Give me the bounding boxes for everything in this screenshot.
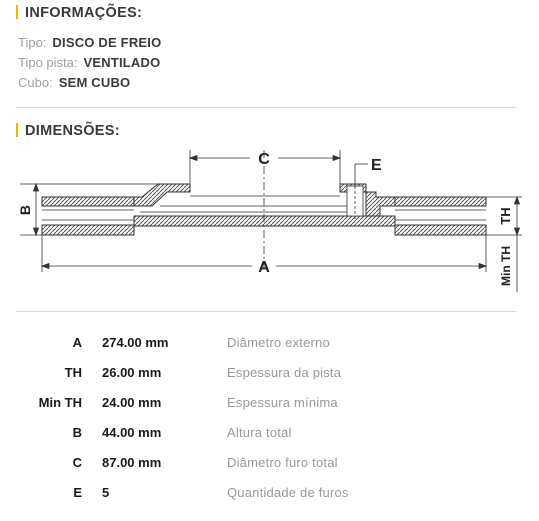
outer-face-right xyxy=(395,197,486,206)
dimension-code: B xyxy=(72,425,82,440)
dimension-description: Altura total xyxy=(227,425,292,440)
dimension-row xyxy=(0,455,539,475)
dimensions-title-text: DIMENSÕES: xyxy=(25,123,120,139)
dimension-value: 87.00 mm xyxy=(102,455,162,470)
dimension-value: 44.00 mm xyxy=(102,425,162,440)
label-th: TH xyxy=(498,207,513,225)
info-row-tipo xyxy=(18,35,161,50)
info-label: Tipo: xyxy=(18,35,47,50)
accent-bar xyxy=(16,5,18,19)
info-title-text: INFORMAÇÕES: xyxy=(25,5,143,21)
accent-bar xyxy=(16,123,18,137)
dimension-row xyxy=(0,485,539,505)
label-a: A xyxy=(258,259,270,276)
dimensions-section-title xyxy=(16,123,120,139)
dim-e xyxy=(355,164,368,186)
label-e: E xyxy=(371,157,382,174)
dimension-description: Diâmetro furo total xyxy=(227,455,338,470)
label-b: B xyxy=(17,204,33,216)
info-row-tipo-pista xyxy=(18,55,160,70)
label-c: C xyxy=(258,151,270,168)
dimension-code: E xyxy=(73,485,82,500)
dimension-row xyxy=(0,365,539,385)
section-divider xyxy=(16,311,516,312)
dimension-row xyxy=(0,395,539,415)
hub-plate xyxy=(134,216,395,226)
section-divider xyxy=(16,107,516,108)
dimension-row xyxy=(0,425,539,445)
info-section-title xyxy=(16,5,142,21)
dimension-description: Quantidade de furos xyxy=(227,485,349,500)
info-value: SEM CUBO xyxy=(58,75,131,90)
inner-face-right xyxy=(395,225,486,235)
dimension-description: Espessura mínima xyxy=(227,395,338,410)
dimension-code: Min TH xyxy=(38,395,82,410)
dimension-row xyxy=(0,335,539,355)
dimension-code: A xyxy=(72,335,82,350)
info-value: VENTILADO xyxy=(83,55,161,70)
hat-wall-left xyxy=(134,184,190,206)
dimension-description: Diâmetro externo xyxy=(227,335,330,350)
dimension-value: 24.00 mm xyxy=(102,395,162,410)
dimension-description: Espessura da pista xyxy=(227,365,342,380)
info-label: Tipo pista: xyxy=(18,55,78,70)
dimension-code: TH xyxy=(64,365,82,380)
info-label: Cubo: xyxy=(18,75,53,90)
inner-face-left xyxy=(42,225,134,235)
dimension-value: 274.00 mm xyxy=(102,335,169,350)
dimension-code: C xyxy=(72,455,82,470)
brake-disc-diagram xyxy=(0,140,539,300)
dimension-value: 26.00 mm xyxy=(102,365,162,380)
dimension-value: 5 xyxy=(102,485,110,500)
info-row-cubo xyxy=(18,75,130,90)
info-value: DISCO DE FREIO xyxy=(52,35,162,50)
outer-face-left xyxy=(42,197,134,206)
label-min-th: Min TH xyxy=(499,246,513,286)
